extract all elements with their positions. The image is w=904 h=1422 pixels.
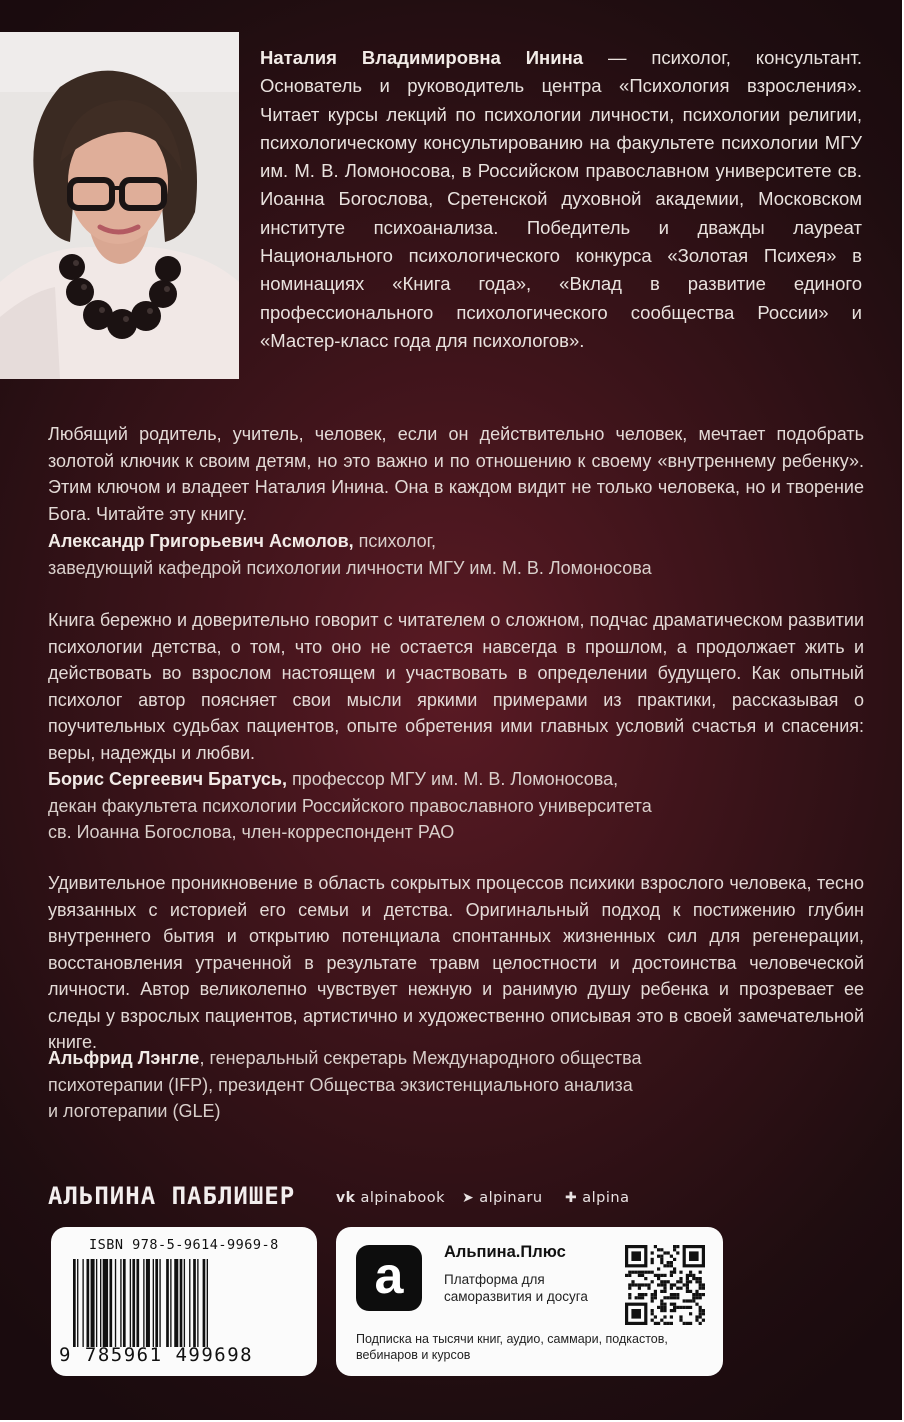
qr-module (689, 1251, 699, 1261)
qr-module (683, 1299, 686, 1302)
qr-module (667, 1280, 670, 1283)
qr-module (651, 1299, 654, 1302)
qr-module (673, 1296, 676, 1299)
barcode-bar (77, 1259, 78, 1347)
qr-module (651, 1319, 654, 1322)
qr-module (644, 1293, 647, 1296)
qr-module (692, 1277, 695, 1280)
qr-code[interactable] (625, 1245, 705, 1325)
qr-module (663, 1290, 666, 1293)
qr-module (651, 1280, 654, 1283)
qr-module (699, 1322, 702, 1325)
barcode-bar (132, 1259, 135, 1347)
vk-icon: vk (336, 1190, 356, 1206)
qr-module (692, 1274, 695, 1277)
qr-module (670, 1315, 673, 1318)
barcode-bar (170, 1259, 171, 1347)
qr-module (651, 1261, 654, 1264)
qr-module (699, 1271, 702, 1274)
qr-module (683, 1306, 686, 1309)
app-promo-panel (336, 1227, 723, 1376)
qr-module (660, 1306, 663, 1309)
qr-module (689, 1274, 692, 1277)
qr-module (635, 1283, 638, 1286)
qr-module (647, 1283, 650, 1286)
barcode-bar (96, 1259, 97, 1347)
qr-module (660, 1280, 663, 1283)
qr-module (638, 1293, 641, 1296)
qr-module (695, 1303, 698, 1306)
reviewer-role: психолог, (353, 531, 436, 551)
app-logo-icon: a (356, 1245, 422, 1311)
qr-module (660, 1274, 663, 1277)
social-vk[interactable] (336, 1190, 445, 1206)
qr-module (667, 1251, 670, 1254)
qr-module (676, 1287, 679, 1290)
qr-module (654, 1296, 657, 1299)
qr-module (670, 1293, 673, 1296)
review-quote-1: Любящий родитель, учитель, человек, если он действительно человек, мечтает подобрать золотой ключик к своим детям, но это важно и по отношению к своему «внутреннему ребенку». Этим ключом и владеет Наталия Инина. Она в каждом видит не только человека, но и творение Бога. Читайте эту книгу. (48, 424, 864, 524)
qr-module (663, 1309, 666, 1312)
qr-module (667, 1264, 670, 1267)
barcode-bar (155, 1259, 158, 1347)
qr-module (641, 1274, 644, 1277)
qr-module (689, 1271, 692, 1274)
qr-module (660, 1303, 663, 1306)
qr-module (689, 1312, 692, 1315)
barcode-bar (82, 1259, 83, 1347)
qr-module (689, 1322, 692, 1325)
qr-module (695, 1277, 698, 1280)
qr-module (689, 1290, 692, 1293)
qr-module (699, 1280, 702, 1283)
review-quote-2: Книга бережно и доверительно говорит с читателем о сложном, подчас драматическом развитии психологии детства, о том, что оно не остается навсегда в прошлом, а продолжает жить и действовать во взрослом настоящем и участвовать в определении будущего. Как опытный психолог автор поясняет свои мысли яркими примерами из практики, рассказывая о поучительных судьбах пациентов, опыте обретения ими главных условий счастья и спасения: веры, надежды и любви. (48, 610, 864, 763)
qr-module (676, 1293, 679, 1296)
qr-module (635, 1296, 638, 1299)
qr-module (657, 1277, 660, 1280)
review-author-1 (48, 528, 864, 581)
barcode-bar (159, 1259, 160, 1347)
qr-module (673, 1306, 676, 1309)
qr-module (651, 1271, 654, 1274)
qr-module (651, 1312, 654, 1315)
qr-module (695, 1293, 698, 1296)
qr-module (699, 1296, 702, 1299)
web-icon: ✚ (565, 1190, 578, 1206)
qr-module (689, 1306, 692, 1309)
reviewer-name: Александр Григорьевич Асмолов, (48, 531, 354, 551)
qr-module (692, 1299, 695, 1302)
qr-module (699, 1287, 702, 1290)
qr-module (702, 1309, 705, 1312)
review-author-3 (48, 1045, 864, 1125)
reviewer-role-line: и логотерапии (GLE) (48, 1101, 221, 1121)
qr-module (657, 1306, 660, 1309)
barcode-bar (87, 1259, 90, 1347)
qr-module (641, 1293, 644, 1296)
qr-module (667, 1261, 670, 1264)
reviewer-role-line: св. Иоанна Богослова, член-корреспондент РАО (48, 822, 455, 842)
qr-module (699, 1283, 702, 1286)
qr-module (638, 1287, 641, 1290)
qr-module (628, 1287, 631, 1290)
qr-module (673, 1267, 676, 1270)
qr-module (635, 1271, 638, 1274)
qr-module (686, 1274, 689, 1277)
barcode (73, 1259, 303, 1349)
qr-module (651, 1296, 654, 1299)
qr-module (670, 1274, 673, 1277)
qr-module (689, 1299, 692, 1302)
barcode-bar (120, 1259, 121, 1347)
qr-module (670, 1283, 673, 1286)
review-author-2 (48, 766, 864, 846)
reviewer-name: Борис Сергеевич Братусь, (48, 769, 287, 789)
qr-module (654, 1274, 657, 1277)
qr-module (638, 1283, 641, 1286)
app-subtitle: Платформа для саморазвития и досуга (444, 1272, 588, 1304)
qr-module (679, 1280, 682, 1283)
barcode-bar (203, 1259, 206, 1347)
qr-module (670, 1271, 673, 1274)
qr-module (679, 1277, 682, 1280)
social-telegram[interactable] (462, 1190, 543, 1206)
qr-module (657, 1248, 660, 1251)
isbn-barcode-panel (51, 1227, 317, 1376)
qr-module (676, 1251, 679, 1254)
social-vk-label: alpinabook (360, 1190, 446, 1206)
qr-module (651, 1309, 654, 1312)
qr-module (663, 1322, 666, 1325)
qr-module (689, 1280, 692, 1283)
qr-module (699, 1312, 702, 1315)
barcode-bar (103, 1259, 108, 1347)
qr-module (654, 1290, 657, 1293)
social-web[interactable] (565, 1190, 629, 1206)
barcode-bar (100, 1259, 101, 1347)
qr-module (670, 1322, 673, 1325)
barcode-bar (166, 1259, 169, 1347)
barcode-bar (109, 1259, 112, 1347)
qr-module (631, 1251, 641, 1261)
qr-module (663, 1306, 666, 1309)
qr-module (699, 1306, 702, 1309)
qr-module (676, 1296, 679, 1299)
qr-module (686, 1283, 689, 1286)
qr-module (638, 1296, 641, 1299)
qr-module (660, 1319, 663, 1322)
qr-module (657, 1274, 660, 1277)
qr-module (702, 1293, 705, 1296)
qr-module (673, 1248, 676, 1251)
qr-module (679, 1271, 682, 1274)
author-name: Наталия Владимировна Инина (260, 47, 584, 68)
qr-module (641, 1271, 644, 1274)
qr-module (699, 1277, 702, 1280)
qr-module (631, 1280, 634, 1283)
qr-module (686, 1306, 689, 1309)
qr-module (676, 1245, 679, 1248)
qr-module (686, 1322, 689, 1325)
qr-module (628, 1271, 631, 1274)
barcode-bar (207, 1259, 208, 1347)
telegram-icon: ➤ (462, 1190, 475, 1206)
qr-module (654, 1245, 657, 1248)
qr-module (641, 1296, 644, 1299)
qr-module (702, 1312, 705, 1315)
isbn-label: ISBN 978-5-9614-9969-8 (89, 1237, 279, 1253)
qr-module (667, 1296, 670, 1299)
reviewer-role: профессор МГУ им. М. В. Ломоносова, (286, 769, 619, 789)
qr-module (670, 1261, 673, 1264)
qr-module (663, 1274, 666, 1277)
qr-module (657, 1255, 660, 1258)
qr-module (628, 1293, 631, 1296)
qr-module (695, 1280, 698, 1283)
qr-module (654, 1322, 657, 1325)
qr-module (702, 1319, 705, 1322)
barcode-bar (143, 1259, 144, 1347)
social-telegram-label: alpinaru (479, 1190, 543, 1206)
qr-module (654, 1293, 657, 1296)
qr-module (660, 1248, 663, 1251)
qr-module (695, 1290, 698, 1293)
qr-module (628, 1296, 631, 1299)
reviewer-role-line: психотерапии (IFP), президент Общества экзистенциального анализа (48, 1074, 633, 1095)
qr-module (660, 1258, 663, 1261)
qr-module (631, 1271, 634, 1274)
qr-module (679, 1287, 682, 1290)
qr-module (676, 1280, 679, 1283)
qr-module (631, 1283, 634, 1286)
qr-module (695, 1319, 698, 1322)
barcode-bar (180, 1259, 183, 1347)
qr-module (670, 1303, 673, 1306)
barcode-bar (115, 1259, 116, 1347)
qr-module (673, 1293, 676, 1296)
qr-module (673, 1245, 676, 1248)
author-bio (260, 44, 862, 355)
qr-module (673, 1258, 676, 1261)
barcode-bar (193, 1259, 196, 1347)
app-title: Альпина.Плюс (444, 1243, 566, 1261)
barcode-bar (130, 1259, 131, 1347)
qr-module (679, 1315, 682, 1318)
qr-module (673, 1271, 676, 1274)
reviewer-name: Альфрид Лэнгле (48, 1048, 200, 1068)
qr-module (670, 1296, 673, 1299)
qr-module (638, 1271, 641, 1274)
qr-module (660, 1309, 663, 1312)
qr-module (683, 1283, 686, 1286)
barcode-bar (189, 1259, 190, 1347)
review-quote-3: Удивительное проникновение в область сокрытых процессов психики взрослого человека, тесно увязанных с историей его семьи и детства. Оригинальный подход к постижению глубин внутреннего бытия и открытию потенциала спонтанных жизненных сил для регенерации, восстановления утраченной в результате травм целостности и достоинства человеческой личности. Автор великолепно чувствует нежную и ранимую душу ребенка и прозревает ее следы у взрослых пациентов, артистично и художественно описывая это в своей замечательной книге. (48, 873, 864, 1052)
barcode-bar (91, 1259, 95, 1347)
qr-module (670, 1287, 673, 1290)
qr-module (663, 1315, 666, 1318)
qr-module (628, 1274, 631, 1277)
qr-module (644, 1271, 647, 1274)
qr-module (651, 1258, 654, 1261)
publisher-logo: АЛЬПИНА ПАБЛИШЕР (48, 1182, 296, 1210)
qr-module (683, 1322, 686, 1325)
barcode-bar (174, 1259, 178, 1347)
qr-module (667, 1322, 670, 1325)
barcode-digits: 9 785961 499698 (59, 1344, 254, 1366)
barcode-bar (197, 1259, 198, 1347)
qr-module (660, 1261, 663, 1264)
qr-module (660, 1299, 663, 1302)
qr-module (663, 1287, 666, 1290)
qr-module (663, 1280, 666, 1283)
qr-module (660, 1283, 663, 1286)
qr-module (651, 1293, 654, 1296)
qr-module (654, 1315, 657, 1318)
qr-module (663, 1283, 666, 1286)
qr-module (695, 1296, 698, 1299)
qr-module (686, 1287, 689, 1290)
qr-module (686, 1280, 689, 1283)
qr-module (644, 1283, 647, 1286)
qr-module (670, 1255, 673, 1258)
author-photo (0, 32, 239, 379)
qr-module (660, 1255, 663, 1258)
barcode-bar (146, 1259, 150, 1347)
qr-module (686, 1290, 689, 1293)
qr-module (628, 1283, 631, 1286)
social-web-label: alpina (582, 1190, 630, 1206)
barcode-bar (136, 1259, 139, 1347)
barcode-bar (73, 1259, 76, 1347)
qr-module (625, 1274, 628, 1277)
qr-module (663, 1251, 666, 1254)
reviewer-role-line: заведующий кафедрой психологии личности МГУ им. М. В. Ломоносова (48, 557, 652, 578)
qr-module (699, 1293, 702, 1296)
author-bio-text: — психолог, консультант. Основатель и руководитель центра «Психология взросления». Читает курсы лекций по психологии личности, психологии религии, психологическому консультированию на факультете психологии МГУ им. М. В. Ломоносова, в Российском православном университете св. Иоанна Богослова, Сретенской духовной академии, Московском институте психоанализа. Победитель и дважды лауреат Национального психологического конкурса «Золотая Психея» в номинациях «Книга года», «Вклад в развитие единого профессионального психологического сообщества России» и «Мастер-класс года для психологов». (260, 47, 862, 351)
barcode-bar (153, 1259, 154, 1347)
qr-module (692, 1296, 695, 1299)
reviewer-role: , генеральный секретарь Международного общества (199, 1048, 642, 1068)
qr-module (676, 1306, 679, 1309)
qr-module (657, 1267, 660, 1270)
qr-module (702, 1287, 705, 1290)
qr-module (660, 1290, 663, 1293)
qr-module (692, 1293, 695, 1296)
qr-module (647, 1271, 650, 1274)
qr-module (679, 1306, 682, 1309)
qr-module (631, 1309, 641, 1319)
qr-module (670, 1264, 673, 1267)
qr-module (651, 1251, 654, 1254)
qr-module (663, 1264, 666, 1267)
barcode-bar (123, 1259, 126, 1347)
qr-module (695, 1315, 698, 1318)
qr-module (663, 1296, 666, 1299)
qr-module (657, 1322, 660, 1325)
qr-module (686, 1299, 689, 1302)
qr-module (699, 1309, 702, 1312)
reviewer-role-line: декан факультета психологии Российского православного университета (48, 795, 652, 816)
qr-module (673, 1283, 676, 1286)
qr-module (673, 1303, 676, 1306)
qr-module (663, 1303, 666, 1306)
qr-module (699, 1315, 702, 1318)
qr-module (641, 1283, 644, 1286)
qr-module (657, 1283, 660, 1286)
app-note: Подписка на тысячи книг, аудио, саммари, подкастов, вебинаров и курсов (356, 1332, 668, 1362)
qr-module (679, 1319, 682, 1322)
barcode-bar (184, 1259, 185, 1347)
qr-module (647, 1287, 650, 1290)
qr-module (702, 1283, 705, 1286)
qr-module (686, 1277, 689, 1280)
qr-module (673, 1309, 676, 1312)
qr-module (644, 1277, 647, 1280)
qr-module (670, 1309, 673, 1312)
qr-module (638, 1274, 641, 1277)
